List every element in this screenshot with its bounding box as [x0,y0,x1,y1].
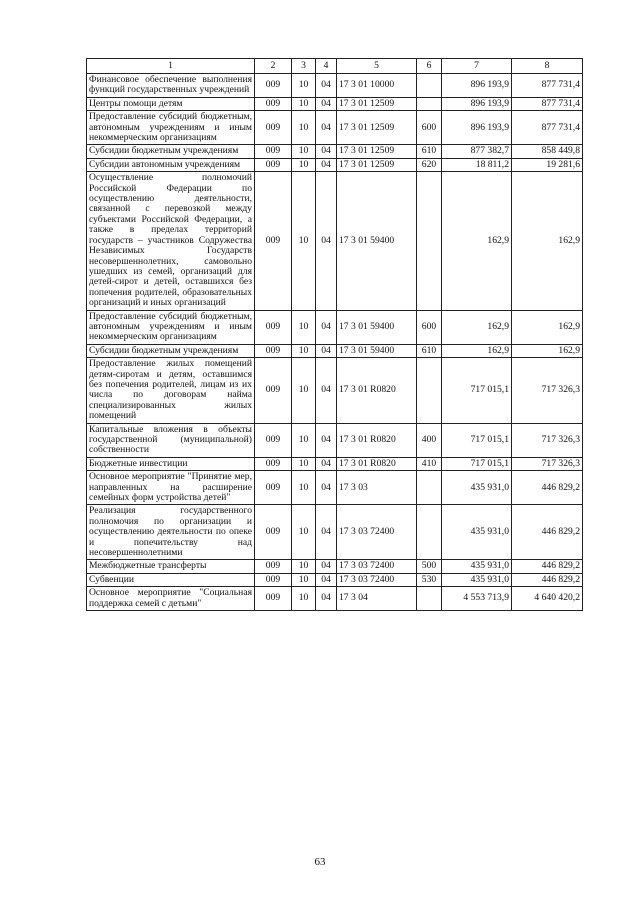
row-value-cell: 009 [255,587,292,611]
row-value-cell: 10 [292,560,316,573]
row-value-cell: 896 193,9 [442,97,512,110]
row-value-cell: 009 [255,560,292,573]
row-value-cell: 10 [292,505,316,560]
row-value-cell: 10 [292,344,316,357]
row-value-cell: 17 3 01 12509 [337,158,417,171]
column-header: 6 [417,59,442,74]
table-row [87,97,583,110]
row-value-cell: 877 731,4 [512,74,583,98]
column-header: 3 [292,59,316,74]
row-value-cell [417,471,442,505]
row-value-cell: 009 [255,145,292,158]
row-value-cell: 04 [316,111,337,145]
row-value-cell: 600 [417,111,442,145]
row-value-cell: 717 326,3 [512,457,583,470]
row-value-cell: 162,9 [512,172,583,310]
row-name-cell: Предоставление жилых помещений детям-сиротам и детям, оставшимся без попечения родителей, лицам из их числа по договорам найма специализированных жилых помещений [87,358,255,423]
row-value-cell: 162,9 [442,310,512,344]
row-name-cell: Бюджетные инвестиции [87,457,255,470]
row-value-cell [417,587,442,611]
page-number: 63 [314,856,326,868]
row-value-cell: 009 [255,111,292,145]
row-value-cell: 17 3 01 59400 [337,310,417,344]
table-row [87,344,583,357]
row-name-cell: Субсидии автономным учреждениям [87,158,255,171]
row-value-cell: 18 811,2 [442,158,512,171]
row-value-cell: 04 [316,74,337,98]
column-header: 4 [316,59,337,74]
row-value-cell: 717 326,3 [512,358,583,423]
row-value-cell: 717 326,3 [512,423,583,457]
column-header: 1 [87,59,255,74]
row-value-cell: 04 [316,423,337,457]
table-row [87,111,583,145]
row-value-cell: 446 829,2 [512,560,583,573]
row-value-cell: 446 829,2 [512,573,583,586]
row-value-cell: 04 [316,457,337,470]
row-value-cell: 04 [316,587,337,611]
row-value-cell: 009 [255,97,292,110]
row-value-cell: 17 3 03 72400 [337,573,417,586]
row-value-cell: 17 3 01 R0820 [337,457,417,470]
row-value-cell: 04 [316,505,337,560]
row-value-cell: 009 [255,74,292,98]
row-value-cell: 877 731,4 [512,111,583,145]
row-value-cell: 10 [292,457,316,470]
row-value-cell: 10 [292,587,316,611]
row-value-cell: 009 [255,344,292,357]
row-value-cell: 04 [316,573,337,586]
row-name-cell: Предоставление субсидий бюджетным, автономным учреждениям и иным некоммерческим организациям [87,310,255,344]
table-row [87,423,583,457]
row-value-cell: 530 [417,573,442,586]
budget-table-body [87,59,583,611]
row-value-cell: 435 931,0 [442,505,512,560]
row-value-cell: 620 [417,158,442,171]
row-value-cell: 17 3 04 [337,587,417,611]
row-name-cell: Субсидии бюджетным учреждениям [87,344,255,357]
row-name-cell: Предоставление субсидий бюджетным, автономным учреждениям и иным некоммерческим организациям [87,111,255,145]
row-value-cell: 10 [292,573,316,586]
row-name-cell: Реализация государственного полномочия по организации и осуществлению деятельности по опеке и попечительству над несовершеннолетними [87,505,255,560]
row-value-cell: 610 [417,145,442,158]
row-value-cell: 19 281,6 [512,158,583,171]
row-value-cell: 858 449,8 [512,145,583,158]
row-name-cell: Осуществление полномочий Российской Федерации по осуществлению деятельности, связанной с перевозкой между субъектами Российской Федерации, а также в пределах территорий государств – участников Содружества Независимых Государств несовершеннолетних, самовольно ушедших из семей, организаций для детей-сирот и детей, оставшихся без попечения родителей, образовательных организаций и иных организаций [87,172,255,310]
row-name-cell: Основное мероприятие "Принятие мер, направленных на расширение семейных форм устройства детей" [87,471,255,505]
row-value-cell: 10 [292,471,316,505]
row-value-cell: 10 [292,310,316,344]
row-value-cell: 896 193,9 [442,111,512,145]
row-value-cell: 17 3 03 72400 [337,505,417,560]
row-value-cell: 162,9 [512,344,583,357]
row-value-cell: 17 3 03 [337,471,417,505]
row-value-cell: 009 [255,423,292,457]
table-header-row [87,59,583,74]
row-name-cell: Капитальные вложения в объекты государственной (муниципальной) собственности [87,423,255,457]
row-value-cell: 500 [417,560,442,573]
table-row [87,358,583,423]
row-value-cell: 17 3 01 59400 [337,172,417,310]
row-value-cell: 009 [255,358,292,423]
row-value-cell: 10 [292,145,316,158]
row-value-cell: 446 829,2 [512,505,583,560]
row-name-cell: Центры помощи детям [87,97,255,110]
row-value-cell: 17 3 01 12509 [337,111,417,145]
row-value-cell: 435 931,0 [442,573,512,586]
row-value-cell [417,172,442,310]
row-value-cell: 04 [316,310,337,344]
row-value-cell: 04 [316,344,337,357]
row-value-cell: 009 [255,573,292,586]
row-value-cell: 009 [255,158,292,171]
row-name-cell: Межбюджетные трансферты [87,560,255,573]
table-row [87,560,583,573]
table-row [87,505,583,560]
row-name-cell: Субсидии бюджетным учреждениям [87,145,255,158]
row-value-cell: 435 931,0 [442,471,512,505]
row-value-cell: 446 829,2 [512,471,583,505]
row-value-cell: 435 931,0 [442,560,512,573]
row-value-cell: 600 [417,310,442,344]
row-value-cell: 009 [255,172,292,310]
row-value-cell: 009 [255,505,292,560]
row-value-cell: 17 3 01 R0820 [337,423,417,457]
row-value-cell: 009 [255,471,292,505]
row-value-cell [417,74,442,98]
row-value-cell: 10 [292,172,316,310]
row-value-cell: 162,9 [442,344,512,357]
row-name-cell: Финансовое обеспечение выполнения функций государственных учреждений [87,74,255,98]
row-value-cell: 17 3 03 72400 [337,560,417,573]
row-value-cell: 4 640 420,2 [512,587,583,611]
row-value-cell: 10 [292,158,316,171]
column-header: 8 [512,59,583,74]
row-value-cell: 877 731,4 [512,97,583,110]
row-value-cell: 17 3 01 10000 [337,74,417,98]
column-header: 2 [255,59,292,74]
row-value-cell: 009 [255,457,292,470]
row-value-cell: 04 [316,560,337,573]
table-row [87,310,583,344]
row-value-cell: 04 [316,471,337,505]
row-value-cell: 009 [255,310,292,344]
table-row [87,74,583,98]
row-value-cell: 04 [316,145,337,158]
row-value-cell: 10 [292,74,316,98]
row-value-cell [417,505,442,560]
row-name-cell: Субвенции [87,573,255,586]
row-value-cell: 10 [292,358,316,423]
row-value-cell: 17 3 01 12509 [337,97,417,110]
row-name-cell: Основное мероприятие "Социальная поддержка семей с детьми" [87,587,255,611]
table-row [87,471,583,505]
table-row [87,145,583,158]
table-row [87,573,583,586]
budget-table [86,58,583,611]
row-value-cell: 04 [316,172,337,310]
row-value-cell: 10 [292,97,316,110]
row-value-cell: 717 015,1 [442,358,512,423]
row-value-cell [417,97,442,110]
row-value-cell: 17 3 01 R0820 [337,358,417,423]
row-value-cell: 162,9 [442,172,512,310]
row-value-cell: 17 3 01 59400 [337,344,417,357]
row-value-cell: 04 [316,358,337,423]
column-header: 7 [442,59,512,74]
row-value-cell: 717 015,1 [442,423,512,457]
row-value-cell: 896 193,9 [442,74,512,98]
table-row [87,158,583,171]
row-value-cell: 410 [417,457,442,470]
table-row [87,587,583,611]
table-row [87,457,583,470]
row-value-cell: 10 [292,111,316,145]
row-value-cell: 04 [316,97,337,110]
row-value-cell: 17 3 01 12509 [337,145,417,158]
row-value-cell: 04 [316,158,337,171]
row-value-cell [417,358,442,423]
table-row [87,172,583,310]
row-value-cell: 400 [417,423,442,457]
column-header: 5 [337,59,417,74]
row-value-cell: 610 [417,344,442,357]
row-value-cell: 10 [292,423,316,457]
row-value-cell: 162,9 [512,310,583,344]
row-value-cell: 4 553 713,9 [442,587,512,611]
row-value-cell: 877 382,7 [442,145,512,158]
row-value-cell: 717 015,1 [442,457,512,470]
